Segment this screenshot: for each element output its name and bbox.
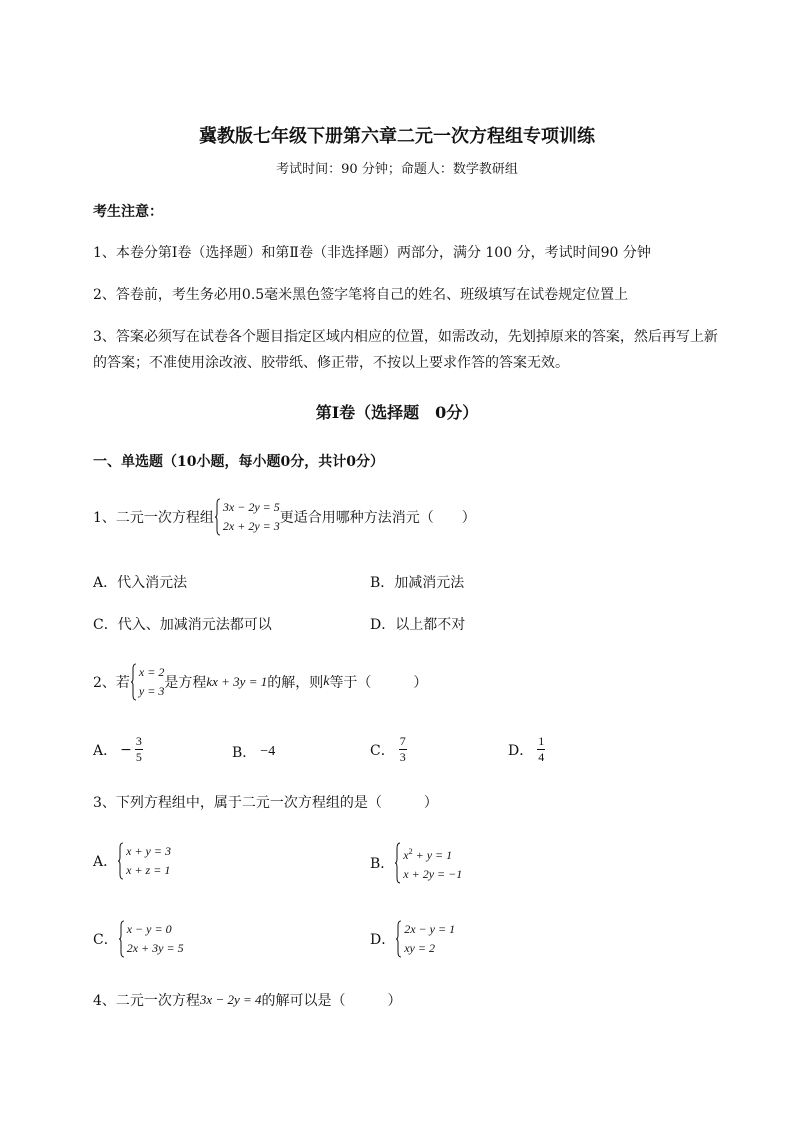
q3-c-system <box>118 920 184 958</box>
brace-icon <box>118 920 125 958</box>
exponent: 2 <box>408 847 413 856</box>
question-3: 3、下列方程组中，属于二元一次方程组的是（ ） <box>93 795 438 811</box>
brace-icon <box>394 842 401 884</box>
option-label: B． <box>232 745 257 761</box>
q2-suffix: 等于（ ） <box>329 675 428 691</box>
q3-option-c <box>93 920 184 958</box>
option-label: B． <box>370 856 395 872</box>
q1-option-b: B．加减消元法 <box>370 575 465 591</box>
q3-a-eq2: x + z = 1 <box>126 863 171 877</box>
numerator: 1 <box>538 734 545 748</box>
q2-option-a <box>93 734 143 765</box>
q4-suffix: 的解可以是（ ） <box>261 993 402 1009</box>
q1-eq2: 2x + 2y = 3 <box>222 519 280 533</box>
q2-eq2: y = 3 <box>138 684 165 698</box>
q3-a-eq1: x + y = 3 <box>126 844 171 858</box>
q3-option-a <box>93 842 171 880</box>
q3-d-eq1: 2x − y = 1 <box>404 922 456 936</box>
q2-option-b <box>232 742 275 762</box>
notice-item-2: 2、答卷前，考生务必用0.5毫米黑色签字笔将自己的姓名、班级填写在试卷规定位置上 <box>93 287 629 303</box>
q2-mid: 是方程 <box>164 675 207 691</box>
q3-b-eq1 <box>403 842 462 865</box>
brace-icon <box>130 663 137 701</box>
brace-icon <box>214 498 221 536</box>
page-title: 冀教版七年级下册第六章二元一次方程组专项训练 <box>199 126 595 147</box>
exam-info: 考试时间：90 分钟；命题人：数学教研组 <box>276 162 518 177</box>
q3-b-eq2: x + 2y = −1 <box>403 867 463 881</box>
q1-option-a: A．代入消元法 <box>93 575 188 591</box>
q1-option-c: C．代入、加减消元法都可以 <box>93 617 272 633</box>
q3-a-system <box>117 842 171 880</box>
question-2 <box>93 663 427 701</box>
q2-d-fraction <box>537 734 545 765</box>
question-1 <box>93 498 476 536</box>
base-var: x <box>403 848 409 862</box>
q2-option-c <box>370 734 407 765</box>
option-value: −4 <box>260 744 276 759</box>
notice-item-3-cont: 的答案；不准使用涂改液、胶带纸、修正带，不按以上要求作答的答案无效。 <box>93 355 569 371</box>
q1-suffix: 更适合用哪种方法消元（ ） <box>279 510 476 526</box>
q3-option-d <box>370 920 455 958</box>
notice-item-1: 1、本卷分第Ⅰ卷（选择题）和第Ⅱ卷（非选择题）两部分，满分 100 分，考试时间90 分钟 <box>93 245 651 261</box>
q3-c-eq1: x − y = 0 <box>126 922 172 936</box>
q2-prefix: 2、若 <box>93 675 130 691</box>
brace-icon <box>117 842 124 880</box>
option-label: A． <box>93 742 118 759</box>
q4-prefix: 4、二元一次方程 <box>93 993 200 1009</box>
q2-eq1: x = 2 <box>138 665 165 679</box>
q2-option-d <box>508 734 545 765</box>
q3-b-system <box>394 842 462 884</box>
brace-icon <box>395 920 402 958</box>
q3-d-eq2: xy = 2 <box>404 941 435 955</box>
q3-d-system <box>395 920 455 958</box>
denominator: 5 <box>135 750 142 764</box>
section-heading: 一、单选题（10小题，每小题0分，共计0分） <box>93 454 384 470</box>
q3-option-b <box>370 842 462 884</box>
q2-mid2: 的解，则 <box>267 675 324 691</box>
notice-heading: 考生注意： <box>93 204 163 220</box>
q2-a-fraction <box>135 734 143 765</box>
eq-rest: + y = 1 <box>412 848 453 862</box>
q2-c-fraction <box>399 734 407 765</box>
q4-equation: 3x − 2y = 4 <box>199 992 262 1007</box>
option-label: D． <box>508 742 534 759</box>
q1-option-d: D．以上都不对 <box>370 617 466 633</box>
q1-prefix: 1、二元一次方程组 <box>93 510 214 526</box>
q3-c-eq2: 2x + 3y = 5 <box>126 941 184 955</box>
part1-title: 第Ⅰ卷（选择题 0分） <box>315 403 479 422</box>
denominator: 3 <box>399 750 406 764</box>
option-label: C． <box>370 742 395 759</box>
numerator: 7 <box>399 734 406 748</box>
option-label: D． <box>370 932 396 948</box>
q1-equation-system <box>214 498 280 536</box>
q2-solution-system <box>130 663 164 701</box>
question-4 <box>93 990 402 1010</box>
q2-equation: kx + 3y = 1 <box>206 674 268 689</box>
notice-item-3: 3、答案必须写在试卷各个题目指定区域内相应的位置，如需改动，先划掉原来的答案，然后再写上新 <box>93 329 718 345</box>
option-label: A． <box>93 854 118 870</box>
denominator: 4 <box>538 750 545 764</box>
q1-eq1: 3x − 2y = 5 <box>222 500 280 514</box>
option-label: C． <box>93 932 118 948</box>
q2-var: k <box>323 674 330 689</box>
numerator: 3 <box>135 734 142 748</box>
minus-sign: − <box>120 741 132 758</box>
